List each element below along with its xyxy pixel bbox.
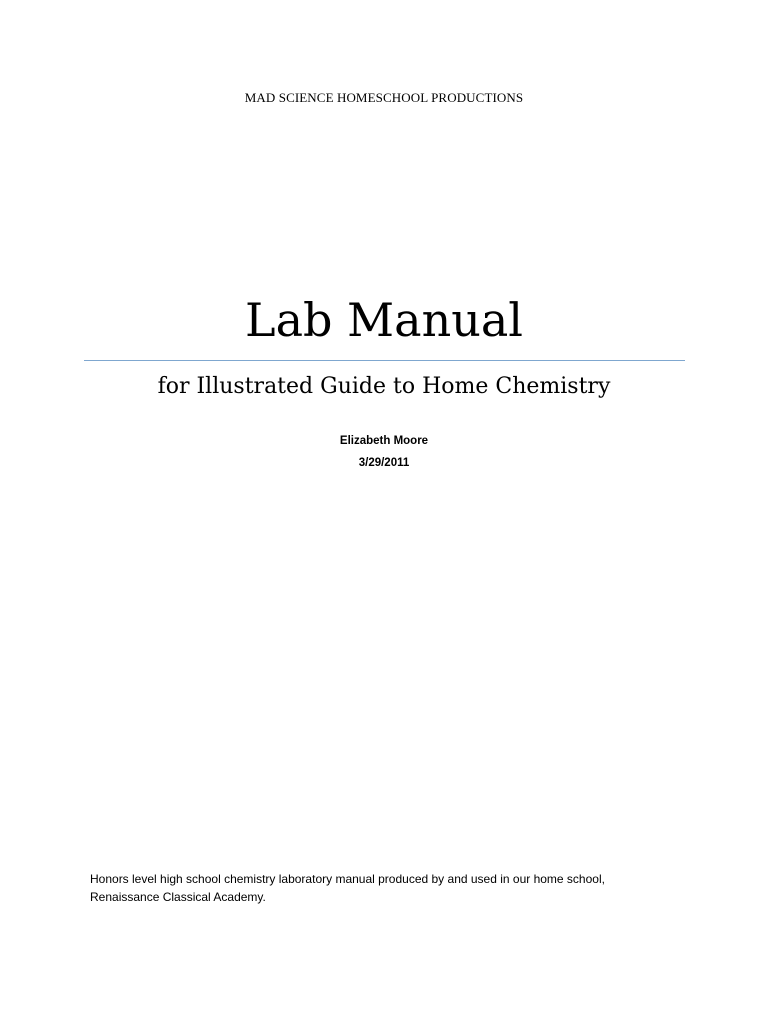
abstract-line: Honors level high school chemistry laboratory manual produced by and used in our home school, — [90, 872, 605, 886]
document-subtitle: for Illustrated Guide to Home Chemistry — [157, 374, 611, 399]
document-abstract — [90, 870, 690, 906]
publisher-name: MAD SCIENCE HOMESCHOOL PRODUCTIONS — [244, 90, 524, 105]
document-date: 3/29/2011 — [358, 457, 410, 469]
abstract-line: Renaissance Classical Academy. — [90, 890, 266, 904]
document-title: Lab Manual — [245, 293, 523, 347]
title-divider — [84, 360, 685, 361]
author-name: Elizabeth Moore — [339, 435, 429, 447]
